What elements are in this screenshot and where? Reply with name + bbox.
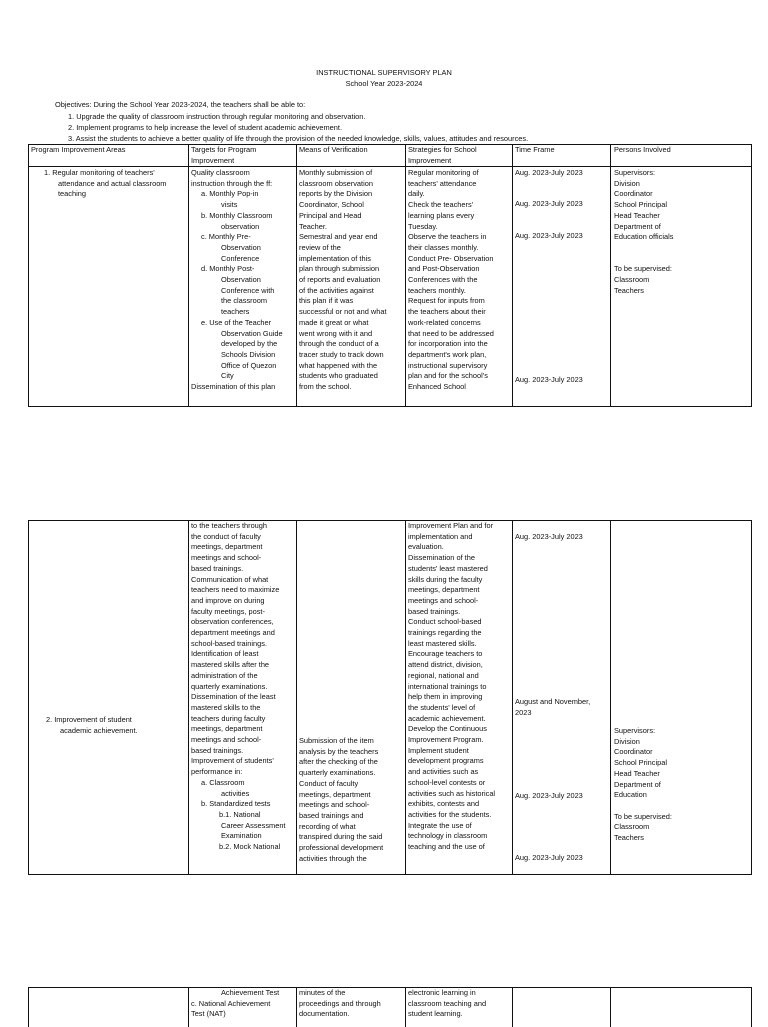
cell-line: instructional supervisory <box>408 360 488 370</box>
cell-line: regional, national and <box>408 670 479 680</box>
cell-line: meetings and school- <box>299 800 370 810</box>
cell-line: Develop the Continuous <box>408 724 487 734</box>
cell-line: Conduct Pre- Observation <box>408 253 494 263</box>
cell-line: students who graduated <box>299 371 378 381</box>
cell-line: implementation and <box>408 531 473 541</box>
row1-time-frame: Aug. 2023-July 2023 <box>515 199 583 208</box>
row3-strategies <box>408 988 486 1020</box>
cell-line: of the activities against <box>299 285 374 295</box>
cell-line: To be supervised: <box>614 264 672 274</box>
cell-line: School Principal <box>614 758 667 768</box>
cell-line: Coordinator <box>614 747 653 757</box>
cell-line: quarterly examinations. <box>299 768 376 778</box>
cell-line: recording of what <box>299 821 356 831</box>
cell-line: Classroom <box>614 822 650 832</box>
cell-line: least mastered skills. <box>408 638 477 648</box>
cell-line: teaching and the use of <box>408 842 485 852</box>
row2-time-frame: Aug. 2023-July 2023 <box>515 853 583 862</box>
cell-line: successful or not and what <box>299 307 387 317</box>
cell-line: Implement student <box>408 745 469 755</box>
cell-line: Supervisors: <box>614 168 656 177</box>
cell-line: Enhanced School <box>408 382 466 392</box>
cell-line: Division <box>614 178 640 188</box>
cell-line: To be supervised: <box>614 811 672 821</box>
cell-line: electronic learning in <box>408 988 476 997</box>
header-means: Means of Verification <box>299 145 368 154</box>
cell-line: proceedings and through <box>299 998 381 1008</box>
objectives-intro: Objectives: During the School Year 2023-2024, the teachers shall be able to: <box>55 100 306 109</box>
cell-line: meetings and school- <box>408 595 479 605</box>
row2-area: 2. Improvement of student academic achievement. <box>46 715 138 735</box>
cell-line: Division <box>614 736 640 746</box>
row1-time-frame: Aug. 2023-July 2023 <box>515 168 583 177</box>
cell-line: Tuesday. <box>408 221 438 231</box>
cell-line: development programs <box>408 756 484 766</box>
cell-line: academic achievement. <box>408 713 486 723</box>
cell-line: Improvement Program. <box>408 735 484 745</box>
cell-line: Principal and Head <box>299 210 362 220</box>
cell-line: professional development <box>299 843 384 853</box>
header-targets: Targets for Program Improvement <box>191 145 257 165</box>
cell-line: Semestral and year end <box>299 232 378 242</box>
cell-line: through the conduct of a <box>299 339 379 349</box>
cell-line: Head Teacher <box>614 210 660 220</box>
objective-item: 1. Upgrade the quality of classroom instruction through regular monitoring and observation. <box>68 112 366 121</box>
cell-line: exhibits, contests and <box>408 799 480 809</box>
cell-line: that need to be addressed <box>408 328 494 338</box>
cell-line: their classes monthly. <box>408 242 479 252</box>
cell-line: Monthly submission of <box>299 168 373 177</box>
cell-line: Department of <box>614 779 661 789</box>
plan-table-page-3 <box>28 987 752 1027</box>
cell-line: from the school. <box>299 382 352 392</box>
row2-time-frame: Aug. 2023-July 2023 <box>515 791 583 800</box>
cell-line: Conduct school-based <box>408 617 482 627</box>
cell-line: and Post-Observation <box>408 264 480 274</box>
cell-line: help them in improving <box>408 692 483 702</box>
cell-line: teachers monthly. <box>408 285 466 295</box>
cell-line: attend district, division, <box>408 660 483 670</box>
cell-line: analysis by the teachers <box>299 746 379 756</box>
cell-line: Coordinator <box>614 189 653 199</box>
row2-time-frame: August and November, 2023 <box>515 697 591 717</box>
row3-means <box>299 988 381 1020</box>
cell-line: reports by the Division <box>299 189 373 199</box>
cell-line: this plan if it was <box>299 296 354 306</box>
row2-time-frame: Aug. 2023-July 2023 <box>515 532 583 541</box>
row1-strategies <box>408 168 494 393</box>
row3-targets: Achievement Test c. National Achievement Test (NAT) <box>191 988 280 1019</box>
cell-line: daily. <box>408 189 425 199</box>
cell-line: Dissemination of the <box>408 553 475 563</box>
cell-line: for incorporation into the <box>408 339 488 349</box>
cell-line: Conduct of faculty <box>299 778 359 788</box>
cell-line: school-level contests or <box>408 777 486 787</box>
cell-line: School Principal <box>614 200 667 210</box>
header-strategies: Strategies for School Improvement <box>408 145 477 165</box>
cell-line: Conferences with the <box>408 275 478 285</box>
cell-line: international trainings to <box>408 681 487 691</box>
cell-line: plan and for the school's <box>408 371 488 381</box>
cell-line: Regular monitoring of <box>408 168 479 177</box>
cell-line: what happened with the <box>299 360 378 370</box>
cell-line: Integrate the use of <box>408 820 472 830</box>
row1-time-frame: Aug. 2023-July 2023 <box>515 375 583 384</box>
cell-line: technology in classroom <box>408 831 488 841</box>
cell-line: plan through submission <box>299 264 380 274</box>
cell-line: after the checking of the <box>299 757 378 767</box>
row1-means <box>299 168 387 393</box>
cell-line: Department of <box>614 221 661 231</box>
page-subtitle: School Year 2023-2024 <box>345 79 423 88</box>
row1-time-frame: Aug. 2023-July 2023 <box>515 231 583 240</box>
cell-line: Submission of the item <box>299 736 374 745</box>
row1-area: 1. Regular monitoring of teachers' attendance and actual classroom teaching <box>44 168 167 199</box>
cell-line <box>614 801 672 812</box>
cell-line: work-related concerns <box>408 317 481 327</box>
cell-line: Supervisors: <box>614 726 656 735</box>
row2-strategies <box>408 521 495 853</box>
cell-line: meetings, department <box>408 585 480 595</box>
cell-line: transpired during the said <box>299 832 383 842</box>
cell-line: made it great or what <box>299 317 369 327</box>
cell-line: of reports and evaluation <box>299 275 381 285</box>
plan-table-page-1 <box>28 144 752 407</box>
cell-line: minutes of the <box>299 988 346 997</box>
cell-line: teachers' attendance <box>408 178 477 188</box>
cell-line: based trainings and <box>299 810 364 820</box>
objective-item: 2. Implement programs to help increase the level of student academic achievement. <box>68 123 343 132</box>
cell-line: trainings regarding the <box>408 628 482 638</box>
cell-line: based trainings. <box>408 606 461 616</box>
cell-line: review of the <box>299 242 341 252</box>
header-time-frame: Time Frame <box>515 145 555 154</box>
row2-targets: to the teachers through the conduct of faculty meetings, department meetings and school- based trainings. Communication of what teachers need to maximize and improve on during faculty meetings, post- observation conferences, department meetings and school-based trainings. Identification of least mastered skills after the administration of the quarterly examinations. Dissemination of the least mastered skills to the teachers during faculty meetings, department meetings and school- based trainings. Improvement of students' performance in: a. Classroom activities b. Standardized tests b.1. National Career Assessment Examination b.2. Mock National <box>191 521 286 852</box>
cell-line: implementation of this <box>299 253 371 263</box>
cell-line: Teachers <box>614 285 644 295</box>
cell-line: Observe the teachers in <box>408 232 487 242</box>
cell-line: Check the teachers' <box>408 200 474 210</box>
cell-line: Coordinator, School <box>299 200 364 210</box>
cell-line: classroom teaching and <box>408 998 487 1008</box>
cell-line: went wrong with it and <box>299 328 373 338</box>
cell-line: Request for inputs from <box>408 296 485 306</box>
cell-line: Teacher. <box>299 221 327 231</box>
cell-line: learning plans every <box>408 210 475 220</box>
cell-line: the teachers about their <box>408 307 486 317</box>
row1-persons <box>614 168 673 296</box>
cell-line <box>614 254 673 265</box>
cell-line: Head Teacher <box>614 768 660 778</box>
cell-line: activities for the students. <box>408 809 492 819</box>
row1-targets: Quality classroom instruction through the ff: a. Monthly Pop-in visits b. Monthly Classroom observation c. Monthly Pre- Observation Conference d. Monthly Post- Observation Conference with the classroom teachers e. Use of the Teacher Observation Guide developed by the Schools Division Office of Quezon City Dissemination of this plan <box>191 168 283 392</box>
cell-line: Education officials <box>614 232 674 242</box>
cell-line: student learning. <box>408 1009 463 1019</box>
cell-line: tracer study to track down <box>299 349 384 359</box>
header-program-areas: Program Improvement Areas <box>31 145 126 154</box>
row2-means <box>299 736 383 864</box>
cell-line: Encourage teachers to <box>408 649 483 659</box>
cell-line: students' least mastered <box>408 563 488 573</box>
plan-table-page-2 <box>28 520 752 875</box>
cell-line: activities such as historical <box>408 788 496 798</box>
cell-line: documentation. <box>299 1009 350 1019</box>
cell-line: evaluation. <box>408 542 444 552</box>
header-persons: Persons Involved <box>614 145 671 154</box>
page-title: INSTRUCTIONAL SUPERVISORY PLAN <box>316 68 452 77</box>
cell-line: the students' level of <box>408 702 476 712</box>
cell-line: Improvement Plan and for <box>408 521 494 530</box>
cell-line: classroom observation <box>299 178 373 188</box>
cell-line: department's work plan, <box>408 349 487 359</box>
cell-line: activities through the <box>299 853 367 863</box>
row2-persons <box>614 726 672 844</box>
cell-line: skills during the faculty <box>408 574 483 584</box>
cell-line <box>614 243 673 254</box>
cell-line: and activities such as <box>408 767 479 777</box>
objective-item: 3. Assist the students to achieve a better quality of life through the provision of the needed knowledge, skills, values, attitudes and resources. <box>68 134 529 143</box>
cell-line: meetings, department <box>299 789 371 799</box>
cell-line: Teachers <box>614 833 644 843</box>
cell-line: Classroom <box>614 275 650 285</box>
cell-line: Education <box>614 790 647 800</box>
